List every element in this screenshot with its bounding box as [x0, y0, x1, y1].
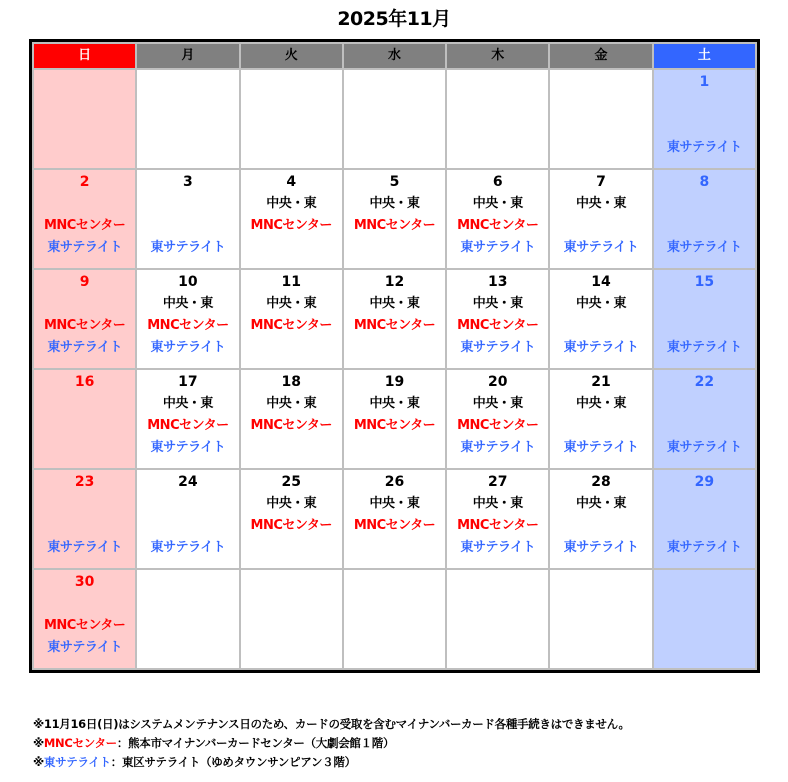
east-satellite-label: 東サテライト	[460, 240, 536, 255]
east-satellite-label	[447, 637, 548, 659]
day-cell-28	[549, 469, 652, 569]
mnc-center-label	[654, 615, 755, 637]
east-satellite-label	[344, 537, 445, 559]
center-east-label	[550, 93, 651, 115]
mnc-center-label	[137, 115, 238, 137]
mnc-center-label: MNCセンター	[353, 518, 436, 533]
east-satellite-label: 東サテライト	[563, 240, 639, 255]
center-east-label	[654, 293, 755, 315]
center-east-label: 中央・東	[369, 196, 420, 211]
mnc-center-label: MNCセンター	[457, 418, 539, 433]
center-east-label: 中央・東	[472, 296, 523, 311]
center-east-label: 中央・東	[576, 496, 627, 511]
mnc-center-label	[137, 515, 238, 537]
center-east-label	[654, 93, 755, 115]
center-east-label	[34, 493, 135, 515]
east-satellite-label: 東サテライト	[667, 540, 742, 555]
week-row	[33, 469, 756, 569]
center-east-label: 中央・東	[576, 296, 627, 311]
mnc-center-label	[241, 115, 342, 137]
day-cell-empty	[446, 69, 549, 169]
center-east-label	[34, 593, 135, 615]
east-satellite-label: 東サテライト	[47, 340, 122, 355]
center-east-label	[137, 493, 238, 515]
day-cell-empty	[136, 69, 239, 169]
mnc-center-label: MNCセンター	[250, 218, 332, 233]
day-cell-3	[136, 169, 239, 269]
day-cell-empty	[549, 69, 652, 169]
mnc-center-label	[34, 515, 135, 537]
mnc-center-label: MNCセンター	[147, 418, 229, 433]
weekday-sun: 日	[33, 43, 136, 69]
calendar-title: 2025年11月	[337, 8, 451, 30]
east-satellite-label: 東サテライト	[667, 340, 742, 355]
mnc-center-label: MNCセンター	[43, 618, 126, 633]
day-cell-empty	[33, 69, 136, 169]
center-east-label	[34, 393, 135, 415]
day-cell-13	[446, 269, 549, 369]
day-cell-11	[240, 269, 343, 369]
day-number: 11	[281, 274, 301, 290]
east-satellite-label	[241, 637, 342, 659]
day-number: 30	[74, 574, 95, 590]
center-east-label: 中央・東	[472, 196, 523, 211]
center-east-label	[550, 593, 651, 615]
mnc-center-label	[654, 215, 755, 237]
day-cell-9	[33, 269, 136, 369]
center-east-label	[654, 493, 755, 515]
day-number: 7	[596, 174, 606, 190]
mnc-center-label	[550, 315, 651, 337]
day-number: 3	[183, 174, 193, 190]
day-cell-30	[33, 569, 136, 669]
day-number	[34, 71, 135, 93]
day-cell-empty	[446, 569, 549, 669]
east-satellite-label	[241, 537, 342, 559]
center-east-label	[34, 293, 135, 315]
center-east-label	[137, 593, 238, 615]
day-number: 18	[281, 374, 301, 390]
day-cell-22	[653, 369, 756, 469]
week-row	[33, 369, 756, 469]
center-east-label: 中央・東	[266, 196, 317, 211]
east-satellite-label: 東サテライト	[667, 240, 742, 255]
east-satellite-label: 東サテライト	[150, 240, 226, 255]
mnc-center-label: MNCセンター	[353, 318, 436, 333]
weekday-thu: 木	[446, 43, 549, 69]
day-number	[550, 71, 651, 93]
east-satellite-label	[344, 237, 445, 259]
center-east-label: 中央・東	[369, 296, 420, 311]
center-east-label: 中央・東	[162, 396, 213, 411]
center-east-label: 中央・東	[266, 496, 317, 511]
day-cell-empty	[136, 569, 239, 669]
east-satellite-label	[447, 137, 548, 159]
day-cell-6	[446, 169, 549, 269]
day-number	[447, 71, 548, 93]
day-number: 29	[694, 474, 715, 490]
day-cell-empty	[343, 69, 446, 169]
note-sat-text: ：東区サテライト（ゆめタウンサンピアン３階）	[110, 755, 356, 769]
day-number: 22	[694, 374, 715, 390]
day-number	[447, 571, 548, 593]
east-satellite-label	[344, 137, 445, 159]
east-satellite-label: 東サテライト	[47, 640, 122, 655]
day-cell-18	[240, 369, 343, 469]
center-east-label: 中央・東	[576, 196, 627, 211]
center-east-label	[344, 93, 445, 115]
day-number: 14	[591, 274, 611, 290]
day-cell-20	[446, 369, 549, 469]
day-number: 6	[492, 174, 503, 190]
note-mnc-text: ：熊本市マイナンバーカードセンター（大劇会館１階）	[116, 736, 395, 750]
day-number: 24	[178, 474, 198, 490]
east-satellite-label	[241, 337, 342, 359]
mnc-center-label: MNCセンター	[353, 418, 436, 433]
center-east-label	[654, 593, 755, 615]
day-number: 21	[591, 374, 611, 390]
day-number: 23	[74, 474, 95, 490]
mnc-center-label	[550, 215, 651, 237]
day-cell-1	[653, 69, 756, 169]
day-number	[241, 71, 342, 93]
note-sat-key: 東サテライト	[43, 755, 111, 769]
mnc-center-label: MNCセンター	[43, 318, 126, 333]
day-number: 28	[591, 474, 611, 490]
day-number: 20	[488, 374, 508, 390]
day-cell-14	[549, 269, 652, 369]
day-number: 16	[74, 374, 95, 390]
day-cell-19	[343, 369, 446, 469]
east-satellite-label	[137, 137, 238, 159]
east-satellite-label: 東サテライト	[563, 540, 639, 555]
east-satellite-label: 東サテライト	[563, 340, 639, 355]
day-number	[654, 571, 755, 593]
east-satellite-label: 東サテライト	[150, 540, 226, 555]
note-mnc-key: MNCセンター	[43, 736, 117, 750]
center-east-label	[241, 593, 342, 615]
mnc-center-label	[241, 615, 342, 637]
center-east-label: 中央・東	[369, 496, 420, 511]
east-satellite-label: 東サテライト	[460, 440, 536, 455]
mnc-center-label	[654, 315, 755, 337]
mnc-center-label	[550, 415, 651, 437]
east-satellite-label: 東サテライト	[460, 540, 536, 555]
center-east-label	[447, 593, 548, 615]
center-east-label	[654, 393, 755, 415]
day-number: 2	[79, 174, 90, 190]
day-number: 13	[488, 274, 508, 290]
week-row	[33, 269, 756, 369]
week-row	[33, 69, 756, 169]
mnc-center-label	[550, 115, 651, 137]
day-cell-2	[33, 169, 136, 269]
day-cell-empty	[240, 569, 343, 669]
day-cell-empty	[343, 569, 446, 669]
weekday-fri: 金	[549, 43, 652, 69]
mnc-center-label: MNCセンター	[457, 518, 539, 533]
day-cell-empty	[549, 569, 652, 669]
east-satellite-label: 東サテライト	[667, 140, 742, 155]
mnc-center-label: MNCセンター	[457, 318, 539, 333]
weekday-header-row	[33, 43, 756, 69]
day-cell-17	[136, 369, 239, 469]
mnc-center-label	[34, 115, 135, 137]
mnc-center-label	[654, 415, 755, 437]
day-number: 8	[699, 174, 710, 190]
note-mnc	[33, 734, 630, 753]
center-east-label	[34, 193, 135, 215]
center-east-label	[137, 193, 238, 215]
mnc-center-label	[550, 515, 651, 537]
mnc-center-label: MNCセンター	[250, 318, 332, 333]
day-number: 1	[699, 74, 710, 90]
east-satellite-label	[344, 637, 445, 659]
weekday-sat: 土	[653, 43, 756, 69]
day-number: 10	[178, 274, 198, 290]
east-satellite-label	[137, 637, 238, 659]
mnc-center-label	[654, 115, 755, 137]
mnc-center-label: MNCセンター	[353, 218, 436, 233]
day-number: 9	[79, 274, 90, 290]
center-east-label: 中央・東	[266, 296, 317, 311]
center-east-label: 中央・東	[576, 396, 627, 411]
day-number: 5	[389, 174, 400, 190]
day-cell-24	[136, 469, 239, 569]
day-number: 15	[694, 274, 715, 290]
center-east-label	[654, 193, 755, 215]
mnc-center-label	[654, 515, 755, 537]
notes	[33, 715, 630, 772]
weekday-tue: 火	[240, 43, 343, 69]
east-satellite-label: 東サテライト	[47, 240, 122, 255]
day-number: 27	[488, 474, 508, 490]
east-satellite-label	[344, 337, 445, 359]
day-cell-12	[343, 269, 446, 369]
east-satellite-label	[241, 237, 342, 259]
day-cell-5	[343, 169, 446, 269]
mnc-center-label: MNCセンター	[147, 318, 229, 333]
east-satellite-label	[34, 437, 135, 459]
east-satellite-label: 東サテライト	[150, 340, 226, 355]
day-cell-21	[549, 369, 652, 469]
east-satellite-label: 東サテライト	[563, 440, 639, 455]
east-satellite-label: 東サテライト	[47, 540, 122, 555]
east-satellite-label	[34, 137, 135, 159]
day-cell-7	[549, 169, 652, 269]
center-east-label: 中央・東	[266, 396, 317, 411]
note-mark: ※	[33, 755, 44, 769]
weekday-mon: 月	[136, 43, 239, 69]
center-east-label: 中央・東	[472, 496, 523, 511]
center-east-label: 中央・東	[162, 296, 213, 311]
mnc-center-label: MNCセンター	[457, 218, 539, 233]
mnc-center-label: MNCセンター	[250, 418, 332, 433]
center-east-label	[344, 593, 445, 615]
center-east-label	[447, 93, 548, 115]
day-number: 26	[384, 474, 405, 490]
day-cell-16	[33, 369, 136, 469]
note-maintenance: ※11月16日(日)はシステムメンテナンス日のため、カードの受取を含むマイナンバーカード各種手続きはできません。	[33, 717, 630, 731]
weekday-wed: 水	[343, 43, 446, 69]
center-east-label	[137, 93, 238, 115]
mnc-center-label	[137, 215, 238, 237]
center-east-label	[241, 93, 342, 115]
east-satellite-label	[241, 437, 342, 459]
mnc-center-label: MNCセンター	[250, 518, 332, 533]
mnc-center-label	[447, 615, 548, 637]
mnc-center-label	[447, 115, 548, 137]
week-row	[33, 169, 756, 269]
note-mark: ※	[33, 736, 44, 750]
day-cell-4	[240, 169, 343, 269]
mnc-center-label	[344, 115, 445, 137]
mnc-center-label: MNCセンター	[43, 218, 126, 233]
day-cell-26	[343, 469, 446, 569]
day-number	[137, 71, 238, 93]
east-satellite-label: 東サテライト	[150, 440, 226, 455]
center-east-label: 中央・東	[369, 396, 420, 411]
day-number: 25	[281, 474, 301, 490]
center-east-label	[34, 93, 135, 115]
day-number	[344, 571, 445, 593]
day-cell-27	[446, 469, 549, 569]
east-satellite-label: 東サテライト	[460, 340, 536, 355]
center-east-label: 中央・東	[472, 396, 523, 411]
east-satellite-label	[550, 637, 651, 659]
east-satellite-label	[550, 137, 651, 159]
day-number	[344, 71, 445, 93]
mnc-center-label	[34, 415, 135, 437]
mnc-center-label	[137, 615, 238, 637]
week-row	[33, 569, 756, 669]
day-cell-8	[653, 169, 756, 269]
day-number	[137, 571, 238, 593]
note-satellite	[33, 753, 630, 772]
east-satellite-label: 東サテライト	[667, 440, 742, 455]
day-number: 12	[384, 274, 405, 290]
day-number	[241, 571, 342, 593]
mnc-center-label	[550, 615, 651, 637]
day-cell-10	[136, 269, 239, 369]
day-number: 4	[286, 174, 297, 190]
east-satellite-label	[654, 637, 755, 659]
day-cell-15	[653, 269, 756, 369]
day-cell-25	[240, 469, 343, 569]
day-cell-empty	[240, 69, 343, 169]
east-satellite-label	[241, 137, 342, 159]
day-number	[550, 571, 651, 593]
calendar-grid	[29, 39, 760, 673]
day-number: 19	[384, 374, 405, 390]
day-cell-29	[653, 469, 756, 569]
day-cell-empty	[653, 569, 756, 669]
east-satellite-label	[344, 437, 445, 459]
mnc-center-label	[344, 615, 445, 637]
day-cell-23	[33, 469, 136, 569]
day-number: 17	[178, 374, 198, 390]
